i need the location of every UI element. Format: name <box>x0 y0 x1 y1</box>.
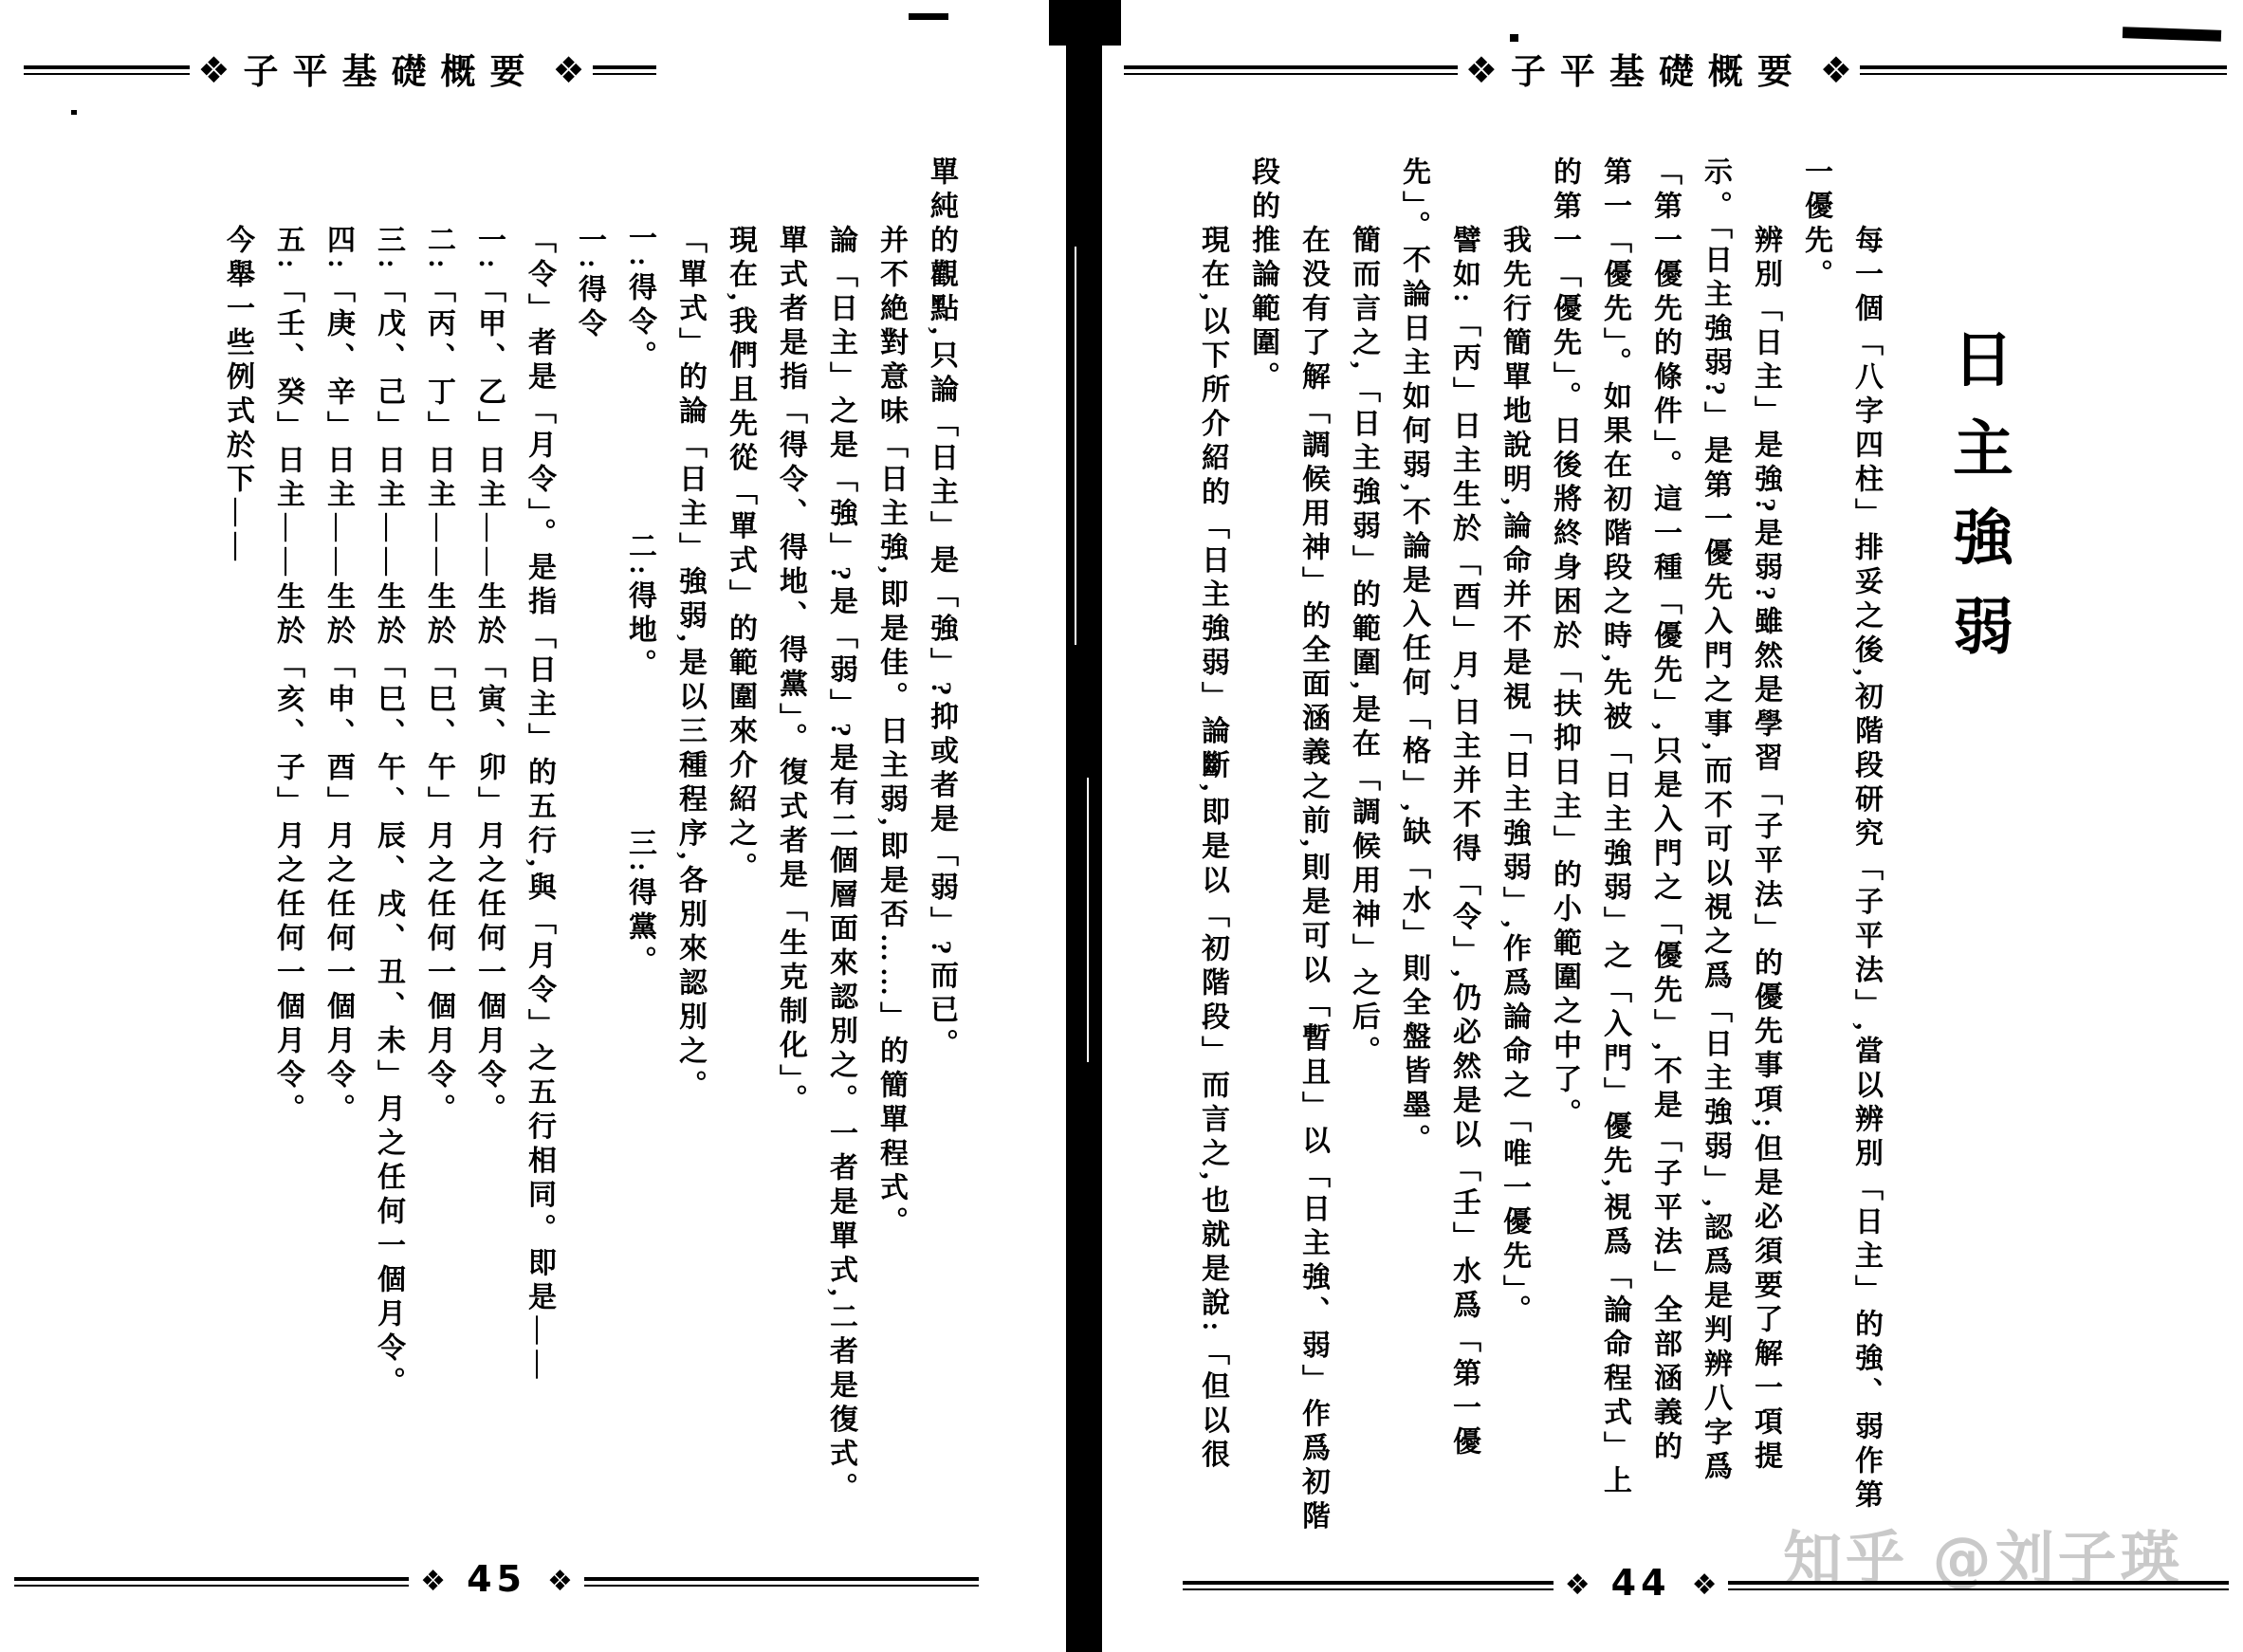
text-column: 今舉一些例式於下—— <box>222 225 253 566</box>
header-ornament-icon: ❖ <box>1819 49 1852 91</box>
list-item-column: 二:得地。 <box>624 531 655 683</box>
header-rule <box>24 65 190 75</box>
text-column: 論「日主」之是「強」?是「弱」?是有二個層面來認別之。一者是單式,二者是復式。 <box>825 225 856 1507</box>
list-item-column: 一:得令。 <box>624 223 655 375</box>
text-column: 一:「甲、乙」日主——生於「寅、卯」月之任何一個月令。 <box>473 225 505 1128</box>
text-column: 每一個「八字四柱」排妥之後,初階段研究「子平法」,當以辨別「日主」的強、弱作第 <box>1850 225 1882 1514</box>
text-column: 第一「優先」。如果在初階段之時,先被「日主強弱」之「入門」優先,視爲「論命程式」上 <box>1599 156 1630 1499</box>
text-column: 「單式」的論「日主」強弱,是以三種程序,各別來認別之。 <box>674 225 706 1104</box>
text-column: 「令」者是「月令」。是指「日主」的五行,與「月令」之五行相同。即是—— <box>524 225 555 1385</box>
text-column: 現在,以下所介紹的「日主強弱」論斷,即是以「初階段」而言之,也就是說:「但以很 <box>1197 225 1228 1474</box>
text-column: 單純的觀點,只論「日主」是「強」?抑或者是「弱」?而已。 <box>926 156 957 1063</box>
page-header-right <box>1124 46 2227 95</box>
gutter-divider <box>1066 0 1102 1652</box>
text-column: 現在,我們且先從「單式」的範圍來介紹之。 <box>725 225 756 887</box>
text-column: 三:「戊、己」日主——生於「巳、午、辰、戌、丑、未」月之任何一個月令。 <box>373 225 404 1401</box>
header-rule <box>1124 65 1458 75</box>
header-ornament-icon: ❖ <box>1464 49 1498 91</box>
page-footer-left <box>14 1557 979 1606</box>
text-column: 譬如:「丙」日主生於「酉」月,日主并不得「令」,仍必然是以「壬」水爲「第一優 <box>1448 225 1480 1460</box>
text-column: 二:「丙、丁」日主——生於「巳、午」月之任何一個月令。 <box>423 225 454 1128</box>
page-number-right: 44 <box>1610 1562 1671 1604</box>
text-column: 在没有了解「調候用神」的全面涵義之前,則是可以「暫且」以「日主強、弱」作爲初階 <box>1297 225 1329 1535</box>
text-column: 示。「日主強弱?」是第一優先入門之事,而不可以視之爲「日主強弱」,認爲是判辨八字爲 <box>1700 156 1731 1485</box>
footer-rule <box>1183 1581 1554 1590</box>
footer-rule <box>584 1577 979 1587</box>
footer-rule <box>1728 1581 2229 1590</box>
footer-ornament-icon: ❖ <box>420 1565 447 1598</box>
text-column: 單式者是指「得令、得地、得黨」。復式者是「生克制化」。 <box>775 225 806 1118</box>
ink-speck <box>2123 27 2221 42</box>
text-column: 我先行簡單地說明,論命并不是視「日主強弱」,作爲論命之「唯一優先」。 <box>1498 225 1530 1329</box>
text-column: 四:「庚、辛」日主——生於「申、酉」月之任何一個月令。 <box>322 225 354 1128</box>
ink-speck <box>1510 34 1518 42</box>
header-ornament-icon: ❖ <box>552 49 585 91</box>
text-column: 五:「壬、癸」日主——生於「亥、子」月之任何一個月令。 <box>272 225 303 1128</box>
header-title-left: 子平基礎概要 <box>243 53 540 92</box>
text-column: 并不絶對意味「日主強,即是佳。日主弱,即是否……」的簡單程式。 <box>875 225 907 1240</box>
header-title-right: 子平基礎概要 <box>1510 53 1807 92</box>
ink-speck <box>71 110 77 115</box>
text-column: 的第一「優先」。日後將終身困於「扶抑日主」的小範圍之中了。 <box>1549 156 1580 1132</box>
text-column: 先」。不論日主如何弱,不論是入任何「格」,缺「水」則全盤皆墨。 <box>1398 156 1429 1158</box>
text-column: 「第一優先的條件」。這一種「優先」,只是入門之「優先」,不是「子平法」全部涵義的 <box>1649 156 1681 1465</box>
header-rule <box>593 65 656 75</box>
footer-ornament-icon: ❖ <box>546 1565 573 1598</box>
footer-ornament-icon: ❖ <box>1564 1569 1590 1602</box>
page-header-left <box>24 46 656 95</box>
section-heading-column: 一:得令 <box>574 225 605 342</box>
header-ornament-icon: ❖ <box>197 49 230 91</box>
page-number-left: 45 <box>467 1558 526 1600</box>
chapter-title: 日主強弱 <box>1944 327 2012 684</box>
list-item-column: 三:得黨。 <box>624 828 655 980</box>
page-footer-right <box>1183 1561 2229 1610</box>
header-rule <box>1860 65 2227 75</box>
watermark: 知乎 @刘子瑛 <box>1783 1524 2183 1593</box>
text-column: 段的推論範圍。 <box>1247 156 1278 395</box>
ink-speck <box>909 13 948 20</box>
footer-ornament-icon: ❖ <box>1691 1569 1718 1602</box>
text-column: 簡而言之,「日主強弱」的範圍,是在「調候用神」之后。 <box>1348 225 1379 1070</box>
footer-rule <box>14 1577 409 1587</box>
text-column: 辨別「日主」是強?是弱?雖然是學習「子平法」的優先事項;但是必須要了解一項提 <box>1750 225 1781 1475</box>
text-column: 一優先。 <box>1800 156 1831 293</box>
